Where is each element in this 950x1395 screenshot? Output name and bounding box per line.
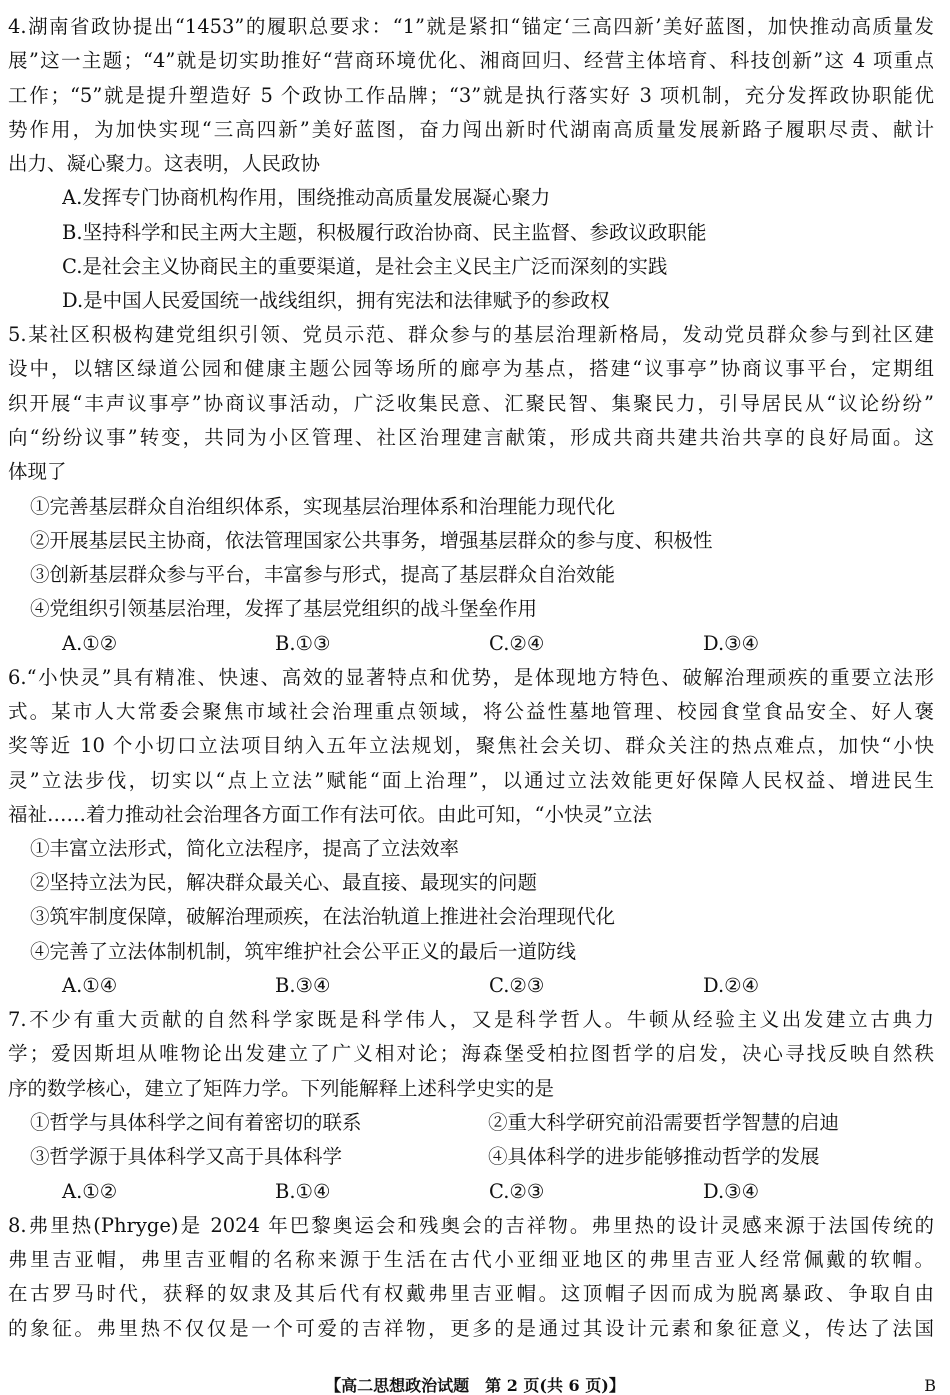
question-6-stem-line: 式。某市人大常委会聚焦市域社会治理重点领域，将公益性墓地管理、校园食堂食品安全、好人褒 — [8, 700, 934, 723]
choice-b: B.①③ — [275, 632, 331, 655]
question-4-stem-line: 出力、凝心聚力。这表明，人民政协 — [8, 152, 321, 175]
choice-b: B.③④ — [275, 974, 331, 997]
question-6-statement: ④完善了立法体制机制，筑牢维护社会公平正义的最后一道防线 — [30, 940, 577, 963]
question-5-stem-line: 织开展“丰声议事亭”协商议事活动，广泛收集民意、汇聚民智、集聚民力，引导居民从“议论纷纷” — [8, 392, 934, 415]
question-6-stem-line: 福祉……着力推动社会治理各方面工作有法可依。由此可知，“小快灵”立法 — [8, 803, 652, 826]
question-7-stem-line: 序的数学核心，建立了矩阵力学。下列能解释上述科学史实的是 — [8, 1077, 555, 1100]
question-6-stem-line: 奖等近 10 个小切口立法项目纳入五年立法规划，聚焦社会关切、群众关注的热点难点，加快“小快 — [8, 734, 934, 757]
question-4-option-b: B.坚持科学和民主两大主题，积极履行政治协商、民主监督、参政议政职能 — [62, 221, 707, 244]
question-7-stem-line: 7.不少有重大贡献的自然科学家既是科学伟人，又是科学哲人。牛顿从经验主义出发建立古典力 — [8, 1008, 934, 1031]
question-6-stem-line: 灵”立法步伐，切实以“点上立法”赋能“面上治理”，以通过立法效能更好保障人民权益、增进民生 — [8, 769, 934, 792]
question-4-option-a: A.发挥专门协商机构作用，围绕推动高质量发展凝心聚力 — [62, 186, 551, 209]
question-4-stem-line: 4.湖南省政协提出“1453”的履职总要求：“1”就是紧扣“锚定‘三高四新’美好蓝图，加快推动高质量发 — [8, 15, 934, 38]
question-4-option-c: C.是社会主义协商民主的重要渠道，是社会主义民主广泛而深刻的实践 — [62, 255, 668, 278]
question-5-statement: ②开展基层民主协商，依法管理国家公共事务，增强基层群众的参与度、积极性 — [30, 529, 713, 552]
question-8-stem-line: 弗里吉亚帽，弗里吉亚帽的名称来源于生活在古代小亚细亚地区的弗里吉亚人经常佩戴的软帽。 — [8, 1248, 934, 1271]
question-5-stem-line: 设中，以辖区绿道公园和健康主题公园等场所的廊亭为基点，搭建“议事亭”协商议事平台，定期组 — [8, 357, 934, 380]
question-6-stem-line: 6.“小快灵”具有精准、快速、高效的显著特点和优势，是体现地方特色、破解治理顽疾的重要立法形 — [8, 666, 934, 689]
choice-a: A.①④ — [62, 974, 118, 997]
choice-c: C.②④ — [489, 632, 545, 655]
question-7-statement: ④具体科学的进步能够推动哲学的发展 — [488, 1145, 820, 1168]
question-7-stem-line: 学；爱因斯坦从唯物论出发建立了广义相对论；海森堡受柏拉图哲学的启发，决心寻找反映自然秩 — [8, 1042, 934, 1065]
question-7-statement: ③哲学源于具体科学又高于具体科学 — [30, 1145, 343, 1168]
question-5-statement: ④党组织引领基层治理，发挥了基层党组织的战斗堡垒作用 — [30, 597, 538, 620]
choice-d: D.③④ — [703, 632, 760, 655]
choice-a: A.①② — [62, 632, 118, 655]
question-5-stem-line: 向“纷纷议事”转变，共同为小区管理、社区治理建言献策，形成共商共建共治共享的良好局面。这 — [8, 426, 934, 449]
question-4-stem-line: 展”这一主题；“4”就是切实助推好“营商环境优化、湘商回归、经营主体培育、科技创新”这 4 项重点 — [8, 49, 934, 72]
choice-c: C.②③ — [489, 974, 545, 997]
question-7-statements-row — [30, 1106, 930, 1140]
question-6-statement: ③筑牢制度保障，破解治理顽疾，在法治轨道上推进社会治理现代化 — [30, 905, 616, 928]
question-8-stem-line: 在古罗马时代，获释的奴隶及其后代有权戴弗里吉亚帽。这顶帽子因而成为脱离暴政、争取自由 — [8, 1282, 934, 1305]
question-6-statement: ②坚持立法为民，解决群众最关心、最直接、最现实的问题 — [30, 871, 538, 894]
choice-b: B.①④ — [275, 1180, 331, 1203]
question-7-statement: ②重大科学研究前沿需要哲学智慧的启迪 — [488, 1111, 840, 1134]
question-5-stem-line: 5.某社区积极构建党组织引领、党员示范、群众参与的基层治理新格局，发动党员群众参与到社区建 — [8, 323, 934, 346]
version-label: B — [924, 1376, 936, 1395]
page-footer — [0, 1376, 950, 1395]
question-8-stem-line: 8.弗里热(Phryge)是 2024 年巴黎奥运会和残奥会的吉祥物。弗里热的设计灵感来源于法国传统的 — [8, 1214, 934, 1237]
question-4-stem-line: 势作用，为加快实现“三高四新”美好蓝图，奋力闯出新时代湖南高质量发展新路子履职尽责、献计 — [8, 118, 934, 141]
question-4-option-d: D.是中国人民爱国统一战线组织，拥有宪法和法律赋予的参政权 — [62, 289, 610, 312]
question-6-choices — [62, 969, 932, 1003]
choice-c: C.②③ — [489, 1180, 545, 1203]
question-7-choices — [62, 1175, 932, 1209]
question-5-choices — [62, 627, 932, 661]
question-8-stem-line: 的象征。弗里热不仅仅是一个可爱的吉祥物，更多的是通过其设计元素和象征意义，传达了法国 — [8, 1317, 934, 1340]
footer-title: 【高二思想政治试题 第 2 页(共 6 页)】 — [325, 1376, 625, 1395]
choice-a: A.①② — [62, 1180, 118, 1203]
question-5-statement: ③创新基层群众参与平台，丰富参与形式，提高了基层群众自治效能 — [30, 563, 616, 586]
question-7-statements-row — [30, 1140, 930, 1174]
choice-d: D.③④ — [703, 1180, 760, 1203]
choice-d: D.②④ — [703, 974, 760, 997]
question-7-statement: ①哲学与具体科学之间有着密切的联系 — [30, 1111, 362, 1134]
question-5-statement: ①完善基层群众自治组织体系，实现基层治理体系和治理能力现代化 — [30, 495, 616, 518]
question-4-stem-line: 工作；“5”就是提升塑造好 5 个政协工作品牌；“3”就是执行落实好 3 项机制，充分发挥政协职能优 — [8, 84, 934, 107]
question-6-statement: ①丰富立法形式，简化立法程序，提高了立法效率 — [30, 837, 460, 860]
question-5-stem-line: 体现了 — [8, 460, 67, 483]
